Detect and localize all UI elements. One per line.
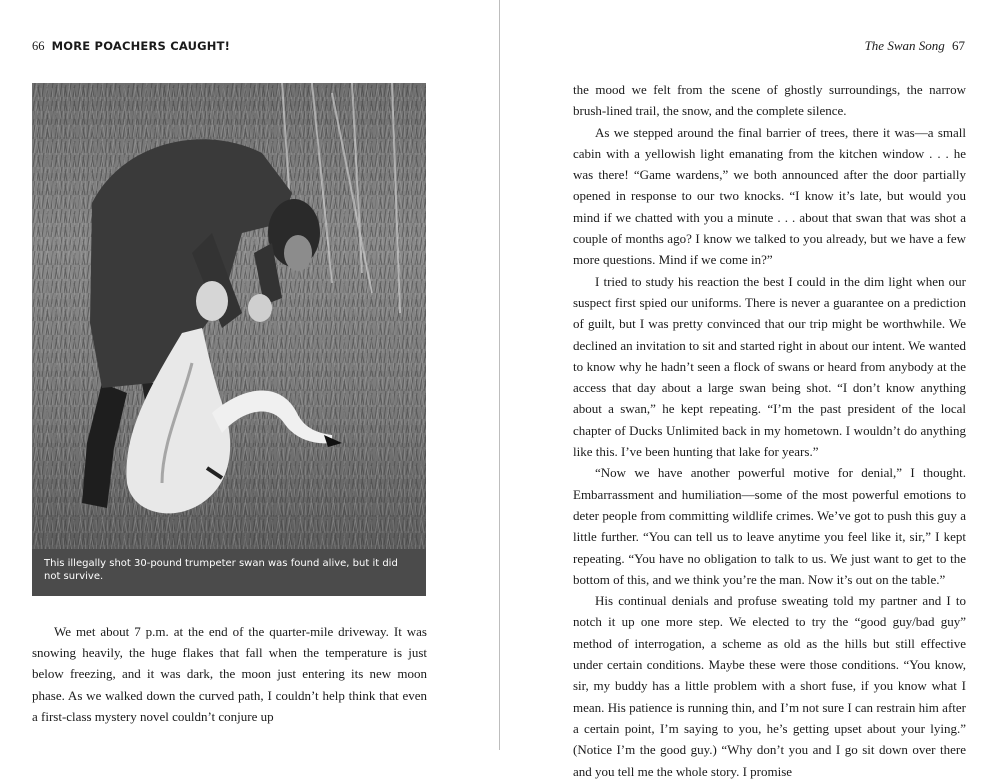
paragraph: His continual denials and profuse sweating told my partner and I to notch it up one more step. We elected to try the “good guy/bad guy” method of interrogation, a scheme as old as the hills but still effective under certain conditions. Maybe these were those conditions. “You know, sir, my buddy has a little problem with a short fuse, if you know what I mean. His patience is running thin, and I’m not sure I can restrain him after a certain point, I’m saying to you, he’s getting upset about your lying.” (Notice I’m the good guy.) “Why don’t you and I go sit down over there and you tell me the whole story. I promise xyxy=(573,593,966,779)
left-running-header xyxy=(32,39,230,53)
paragraph: “Now we have another powerful motive for denial,” I thought. Embarrassment and humiliation—some of the most powerful emotions to deter people from committing wildlife crimes. We’ve got to push this guy a little further. “You can tell us to leave anytime you feel like it, sir,” I kept repeating. “You have no obligation to talk to us. We just want to get to the bottom of this, and we think you’re the man. Now it’s out on the table.” xyxy=(573,465,966,587)
paragraph: the mood we felt from the scene of ghostly surroundings, the narrow brush-lined trail, the snow, and the complete silence. xyxy=(573,82,966,119)
paragraph: We met about 7 p.m. at the end of the quarter-mile driveway. It was snowing heavily, the huge flakes that fall when the temperature is just below freezing, and it was dark, the moon just entering its new moon phase. As we walked down the curved path, I couldn’t help think that even a first-class mystery novel couldn’t conjure up xyxy=(32,624,427,724)
right-page-number: 67 xyxy=(952,38,965,53)
left-running-head: MORE POACHERS CAUGHT! xyxy=(51,39,231,53)
paragraph: As we stepped around the final barrier of trees, there it was—a small cabin with a yellowish light emanating from the kitchen window . . . he was there! “Game wardens,” we both announced after the door partially opened in response to our two knocks. “I know it’s late, but would you mind if we chatted with you a minute . . . about that swan that was shot a couple of months ago? I know we talked to you already, but we have a few more questions. Mind if we come in?” xyxy=(573,124,966,268)
figure xyxy=(32,83,426,596)
left-body-text xyxy=(32,621,427,727)
left-page xyxy=(0,0,499,750)
right-running-head: The Swan Song xyxy=(864,38,945,53)
swan-photo xyxy=(32,83,426,549)
right-running-header xyxy=(865,39,965,53)
caption-box xyxy=(32,549,426,596)
right-body-text xyxy=(573,79,966,782)
left-page-number: 66 xyxy=(32,39,45,53)
paragraph: I tried to study his reaction the best I could in the dim light when our suspect first spied our uniforms. There is never a guarantee on a prediction of guilt, but I was pretty convinced that our trip might be worthwhile. We declined an invitation to sit and started right in about our intent. We wanted to know why he hadn’t seen a flock of swans or heard from anybody at the access that day about a large swan being shot. “I don’t know anything about a swan,” he kept repeating. “I’m the past president of the local chapter of Ducks Unlimited back in my hometown. I wouldn’t do anything like this. I’ve been hunting that lake for years.” xyxy=(573,273,966,460)
figure-caption: This illegally shot 30-pound trumpeter swan was found alive, but it did not survive. xyxy=(44,558,398,582)
